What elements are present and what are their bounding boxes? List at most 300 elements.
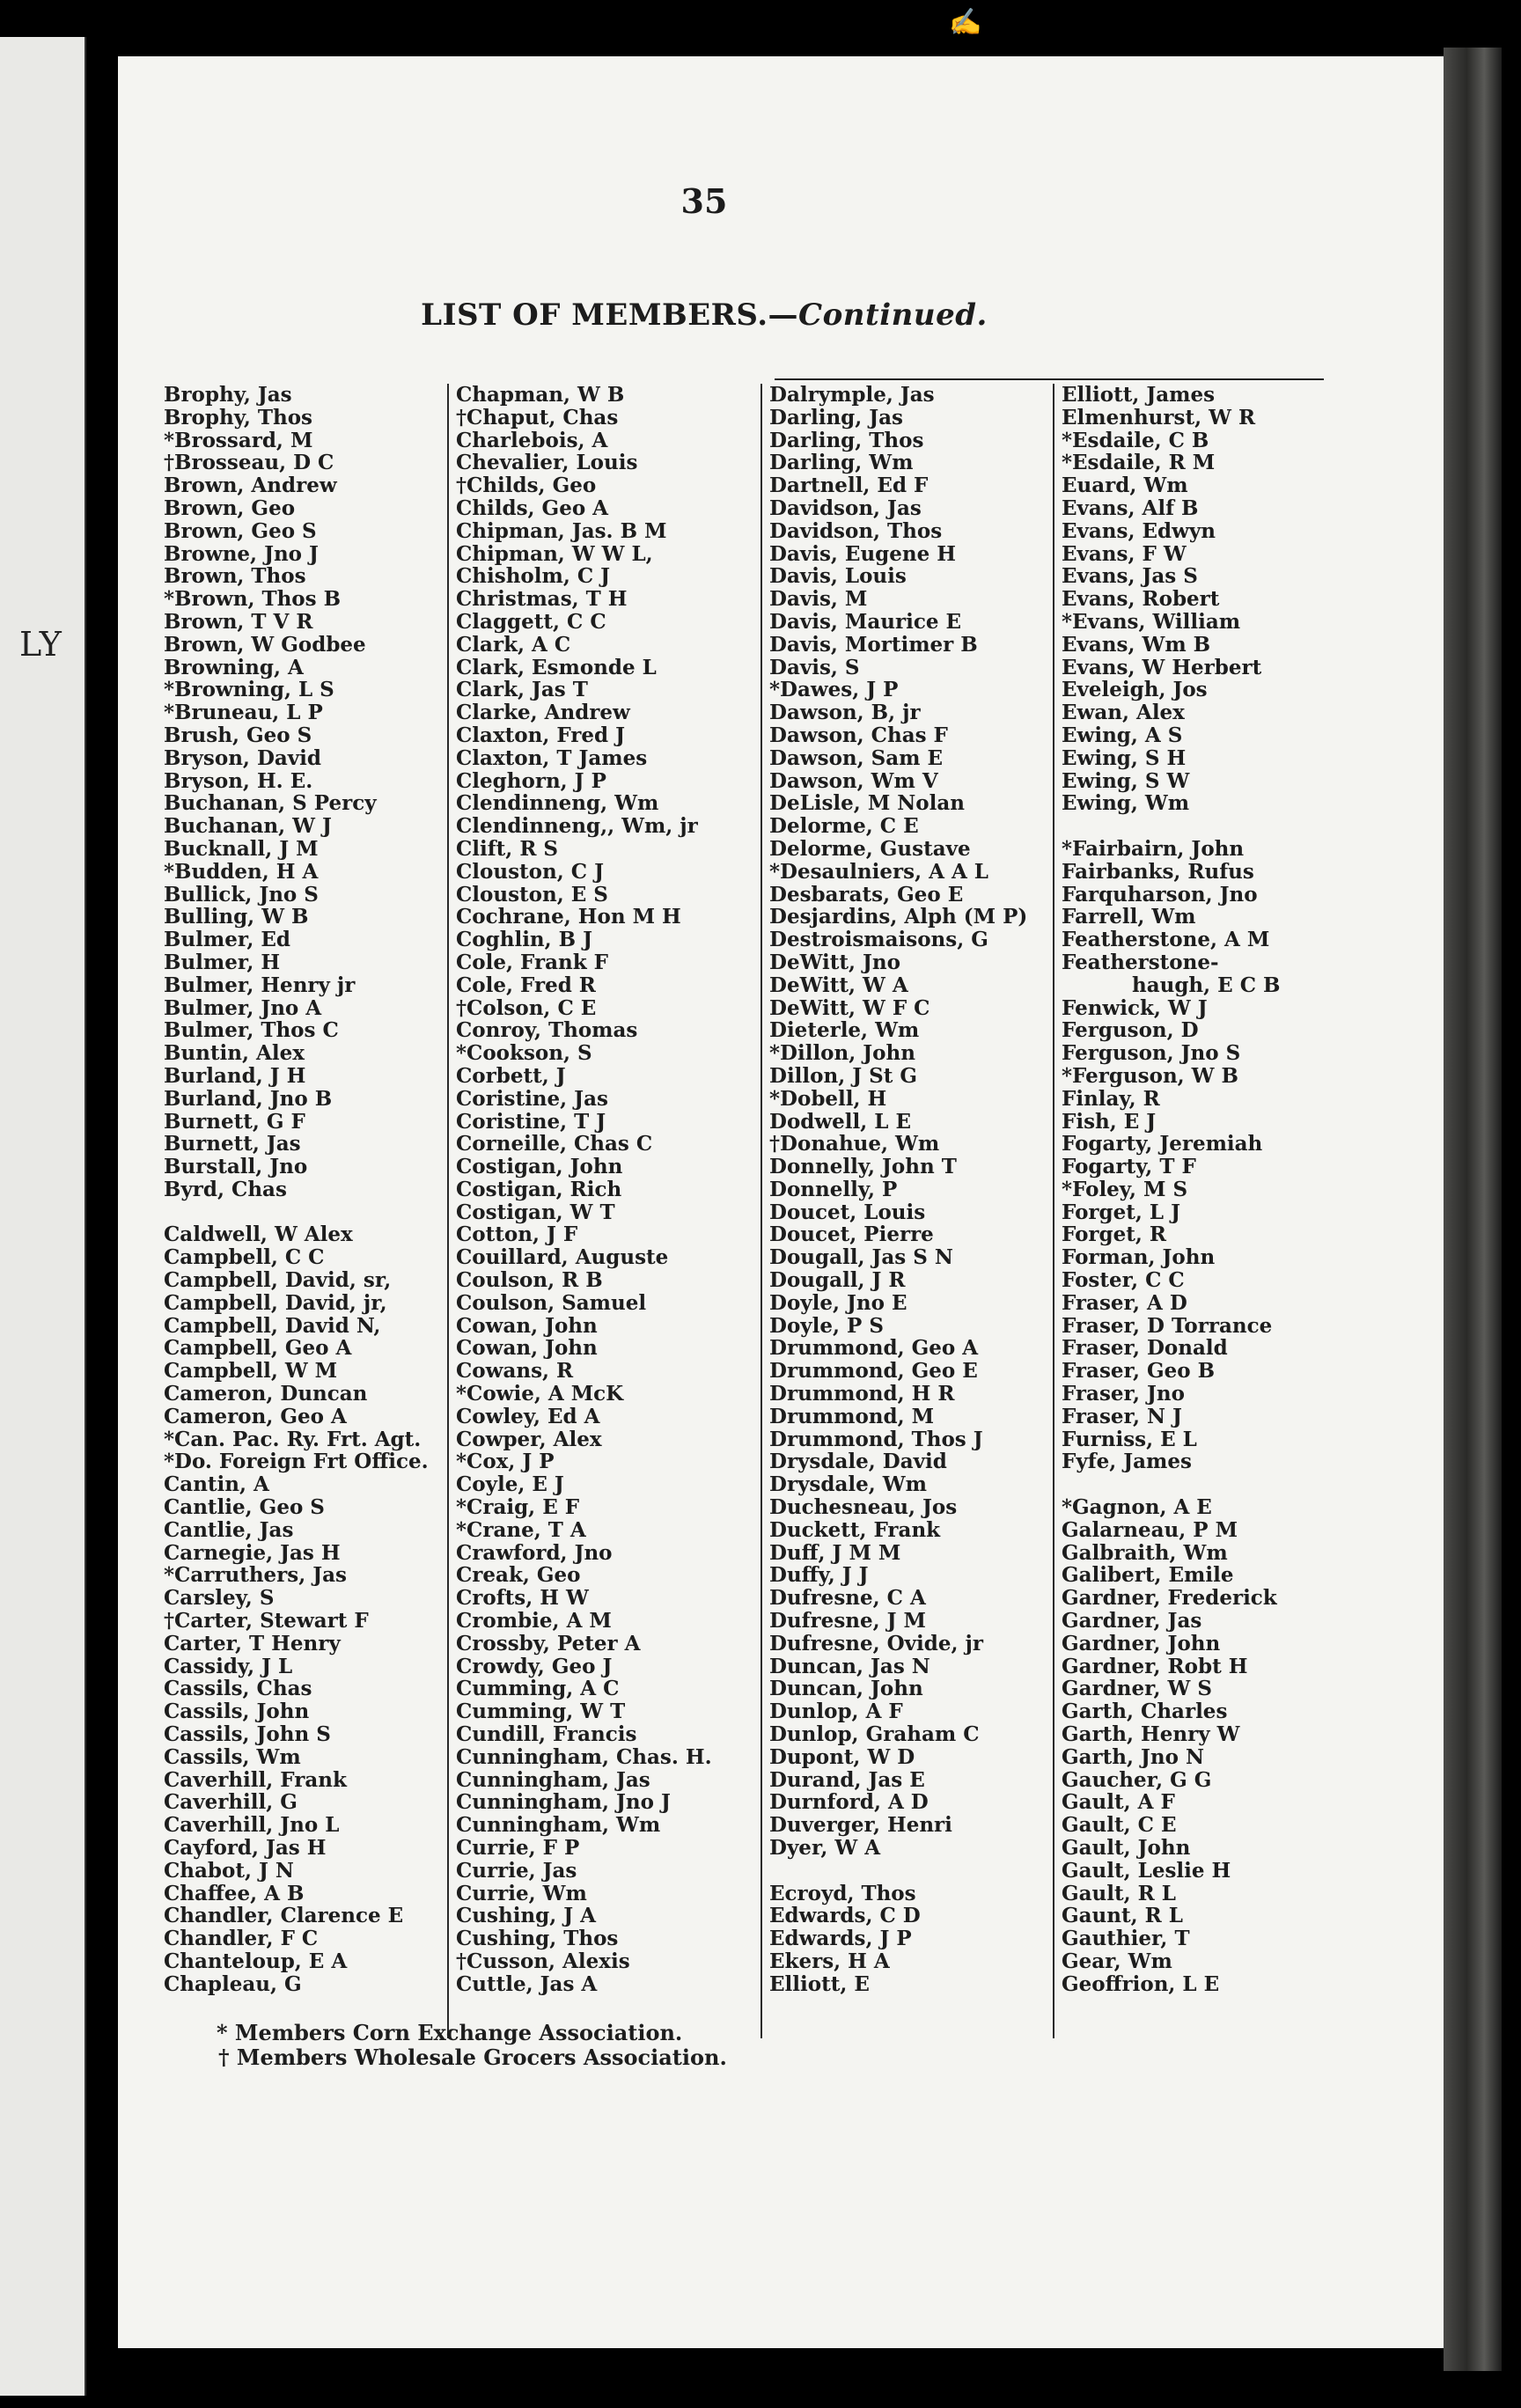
member-entry: Claggett, C C: [456, 609, 606, 634]
member-entry: Clouston, E S: [456, 882, 608, 907]
member-entry: Gardner, W S: [1062, 1677, 1213, 1701]
heading-rule: [775, 378, 1324, 380]
member-entry: Burnett, Jas: [164, 1132, 301, 1156]
member-entry: Dawson, B, jr: [769, 701, 921, 725]
member-entry: †Cusson, Alexis: [456, 1949, 630, 1973]
member-entry: Ewing, A S: [1062, 723, 1183, 747]
member-entry: Darling, Jas: [769, 405, 903, 429]
member-entry: Conroy, Thomas: [456, 1018, 638, 1043]
member-entry: Chandler, F C: [164, 1927, 319, 1951]
member-entry: Clark, Jas T: [456, 678, 588, 702]
member-entry: Dawson, Wm V: [769, 768, 938, 793]
member-entry: Cowan, John: [456, 1313, 598, 1338]
member-entry: Buchanan, S Percy: [164, 791, 377, 816]
facing-page-edge: [0, 37, 86, 2396]
member-entry: Doyle, P S: [769, 1313, 884, 1338]
member-entry: DeWitt, W A: [769, 973, 908, 997]
member-entry: Christmas, T H: [456, 587, 628, 612]
member-entry: Foster, C C: [1062, 1268, 1185, 1293]
member-entry: Costigan, John: [456, 1155, 623, 1179]
member-entry: Cotton, J F: [456, 1222, 578, 1247]
member-entry: Cowper, Alex: [456, 1427, 602, 1451]
member-entry: Ewing, S H: [1062, 745, 1187, 770]
member-entry: Featherstone-: [1062, 950, 1219, 974]
member-entry: Corneille, Chas C: [456, 1132, 653, 1156]
member-entry: Chisholm, C J: [456, 564, 611, 589]
member-entry: Crombie, A M: [456, 1609, 612, 1633]
member-entry: Farquharson, Jno: [1062, 882, 1258, 907]
member-entry: Fraser, Jno: [1062, 1382, 1185, 1406]
scan-mark-top: ✍: [949, 7, 982, 38]
member-entry: Ferguson, Jno S: [1062, 1041, 1241, 1066]
member-entry: Evans, F W: [1062, 541, 1187, 566]
member-entry: Dufresne, C A: [769, 1586, 926, 1611]
member-entry: *Evans, William: [1062, 609, 1241, 634]
member-entry: Dunlop, A F: [769, 1700, 903, 1724]
member-entry: Cassils, John: [164, 1700, 310, 1724]
member-entry: Darling, Thos: [769, 428, 924, 452]
member-entry: Dawson, Sam E: [769, 745, 944, 770]
member-entry: Burnett, G F: [164, 1109, 305, 1134]
member-entry: Evans, Jas S: [1062, 564, 1198, 589]
member-column-1: [164, 384, 445, 2038]
member-entry: *Budden, H A: [164, 859, 319, 884]
member-entry: Elliott, E: [769, 1971, 870, 1996]
member-entry: Duffy, J J: [769, 1563, 869, 1588]
member-entry: Burland, J H: [164, 1063, 306, 1088]
member-entry: Gault, R L: [1062, 1881, 1176, 1905]
member-entry: Fyfe, James: [1062, 1450, 1192, 1474]
member-entry: Campbell, David N,: [164, 1313, 381, 1338]
member-entry: Elmenhurst, W R: [1062, 405, 1256, 429]
member-entry: Costigan, Rich: [456, 1177, 622, 1201]
member-entry: Galibert, Emile: [1062, 1563, 1234, 1588]
member-entry: Browne, Jno J: [164, 541, 319, 566]
member-entry: Drysdale, David: [769, 1450, 947, 1474]
member-entry: Currie, F P: [456, 1836, 580, 1860]
member-entry: Doucet, Pierre: [769, 1222, 934, 1247]
member-entry: Doucet, Louis: [769, 1200, 926, 1224]
member-entry: Chandler, Clarence E: [164, 1904, 404, 1928]
member-entry: Gault, John: [1062, 1836, 1191, 1860]
member-entry: Fraser, D Torrance: [1062, 1313, 1273, 1338]
member-entry: Evans, Edwyn: [1062, 518, 1216, 543]
member-entry: *Bruneau, L P: [164, 701, 323, 725]
heading-continued: Continued.: [798, 297, 988, 333]
member-entry: Cassils, John S: [164, 1722, 331, 1747]
member-entry: †Carter, Stewart F: [164, 1609, 369, 1633]
member-entry: Brown, Andrew: [164, 474, 337, 498]
member-entry: Ewan, Alex: [1062, 701, 1185, 725]
member-column-3: [760, 384, 1033, 2038]
member-entry: Duchesneau, Jos: [769, 1495, 958, 1520]
member-entry: Chapman, W B: [456, 383, 625, 407]
member-entry: *Dillon, John: [769, 1041, 915, 1066]
member-entry: DeLisle, M Nolan: [769, 791, 966, 816]
member-entry: Dufresne, Ovide, jr: [769, 1631, 983, 1656]
member-entry: Cole, Frank F: [456, 950, 608, 974]
member-entry: *Fairbairn, John: [1062, 836, 1245, 861]
member-column-4: [1053, 384, 1333, 2038]
member-entry: Ewing, Wm: [1062, 791, 1190, 816]
member-entry: Dillon, J St G: [769, 1063, 918, 1088]
member-entry: Delorme, Gustave: [769, 836, 971, 861]
member-entry: Brown, T V R: [164, 609, 313, 634]
member-entry: Cayford, Jas H: [164, 1836, 327, 1860]
member-entry: Burstall, Jno: [164, 1155, 308, 1179]
member-entry: Furniss, E L: [1062, 1427, 1197, 1451]
member-entry: Brown, Geo S: [164, 518, 317, 543]
member-entry: Coulson, R B: [456, 1268, 603, 1293]
member-entry: Forget, R: [1062, 1222, 1166, 1247]
section-gap: [1062, 1473, 1333, 1496]
member-entry: Cantlie, Jas: [164, 1517, 294, 1542]
member-entry: Cameron, Duncan: [164, 1382, 368, 1406]
member-entry: Drummond, Geo A: [769, 1336, 979, 1361]
member-entry: Claxton, T James: [456, 745, 648, 770]
member-entry: DeWitt, Jno: [769, 950, 900, 974]
member-entry: Chabot, J N: [164, 1858, 294, 1883]
member-entry: Cameron, Geo A: [164, 1404, 347, 1428]
facing-page-text-fragment: LY: [19, 625, 62, 664]
member-entry: Dartnell, Ed F: [769, 474, 929, 498]
member-entry: Clendinneng, Wm: [456, 791, 659, 816]
member-entry: †Childs, Geo: [456, 474, 597, 498]
member-entry: Clark, A C: [456, 632, 571, 657]
member-entry: Darling, Wm: [769, 451, 914, 475]
member-entry: Claxton, Fred J: [456, 723, 626, 747]
member-entry: Carnegie, Jas H: [164, 1540, 341, 1565]
member-column-2: [447, 384, 755, 2038]
member-entry: Evans, W Herbert: [1062, 655, 1262, 679]
member-entry: Fairbanks, Rufus: [1062, 859, 1254, 884]
member-entry: Cassidy, J L: [164, 1654, 293, 1678]
member-entry: Ecroyd, Thos: [769, 1881, 916, 1905]
member-entry: Garth, Henry W: [1062, 1722, 1240, 1747]
member-entry: Finlay, R: [1062, 1086, 1160, 1111]
member-entry: Featherstone, A M: [1062, 928, 1270, 952]
member-entry: Gault, A F: [1062, 1790, 1175, 1815]
member-entry: Gauthier, T: [1062, 1927, 1190, 1951]
member-entry: Burland, Jno B: [164, 1086, 333, 1111]
member-entry: Cassils, Wm: [164, 1744, 301, 1769]
member-entry: Dupont, W D: [769, 1744, 915, 1769]
member-entry: Desbarats, Geo E: [769, 882, 964, 907]
member-entry: Chevalier, Louis: [456, 451, 638, 475]
member-entry: Cantin, A: [164, 1472, 269, 1497]
member-entry: Dyer, W A: [769, 1836, 881, 1860]
member-entry: Brown, W Godbee: [164, 632, 366, 657]
member-entry: *Cox, J P: [456, 1450, 555, 1474]
member-entry: Currie, Wm: [456, 1881, 587, 1905]
member-entry: Durand, Jas E: [769, 1767, 925, 1792]
member-entry: Fraser, N J: [1062, 1404, 1182, 1428]
member-entry: Cassils, Chas: [164, 1677, 312, 1701]
member-entry: Campbell, David, sr,: [164, 1268, 392, 1293]
member-entry: Chipman, W W L,: [456, 541, 653, 566]
member-entry: Duverger, Henri: [769, 1813, 952, 1838]
member-entry: Fogarty, Jeremiah: [1062, 1132, 1263, 1156]
member-entry: Drummond, M: [769, 1404, 935, 1428]
member-entry: Childs, Geo A: [456, 496, 609, 520]
member-entry: haugh, E C B: [1132, 973, 1281, 997]
member-entry: Cushing, J A: [456, 1904, 596, 1928]
member-entry: Ekers, H A: [769, 1949, 890, 1973]
member-entry: Destroismaisons, G: [769, 928, 988, 952]
member-entry: *Gagnon, A E: [1062, 1495, 1212, 1520]
member-entry: Dufresne, J M: [769, 1609, 926, 1633]
member-entry: Bulmer, Ed: [164, 928, 290, 952]
member-entry: Evans, Robert: [1062, 587, 1220, 612]
footnotes: [217, 2021, 833, 2070]
member-entry: Forman, John: [1062, 1245, 1216, 1270]
member-entry: Carsley, S: [164, 1586, 275, 1611]
member-entry: Dawson, Chas F: [769, 723, 948, 747]
member-entry: Forget, L J: [1062, 1200, 1180, 1224]
member-entry: Brush, Geo S: [164, 723, 312, 747]
member-entry: Gardner, Frederick: [1062, 1586, 1277, 1611]
member-entry: †Donahue, Wm: [769, 1132, 940, 1156]
member-entry: †Chaput, Chas: [456, 405, 619, 429]
member-entry: Drummond, Thos J: [769, 1427, 983, 1451]
member-entry: *Can. Pac. Ry. Frt. Agt.: [164, 1427, 422, 1451]
member-entry: Evans, Alf B: [1062, 496, 1199, 520]
member-entry: Duncan, Jas N: [769, 1654, 930, 1678]
member-entry: Gaucher, G G: [1062, 1767, 1212, 1792]
member-entry: Bryson, H. E.: [164, 768, 313, 793]
member-entry: *Brown, Thos B: [164, 587, 342, 612]
member-entry: Crofts, H W: [456, 1586, 589, 1611]
member-entry: Coristine, Jas: [456, 1086, 608, 1111]
member-entry: Garth, Jno N: [1062, 1744, 1204, 1769]
member-entry: Gault, Leslie H: [1062, 1858, 1231, 1883]
member-entry: Cantlie, Geo S: [164, 1495, 325, 1520]
member-entry: †Brosseau, D C: [164, 451, 334, 475]
member-entry: Drummond, H R: [769, 1382, 955, 1406]
member-entry: Coristine, T J: [456, 1109, 606, 1134]
member-entry: Ferguson, D: [1062, 1018, 1199, 1043]
member-entry: Duncan, John: [769, 1677, 923, 1701]
member-entry: Byrd, Chas: [164, 1177, 287, 1201]
member-entry: Caverhill, Jno L: [164, 1813, 340, 1838]
member-entry: Drummond, Geo E: [769, 1359, 978, 1384]
member-entry: Davis, Mortimer B: [769, 632, 978, 657]
member-entry: Bulmer, Jno A: [164, 995, 322, 1020]
member-entry: Fogarty, T F: [1062, 1155, 1196, 1179]
member-entry: Coulson, Samuel: [456, 1290, 647, 1315]
member-entry: Farrell, Wm: [1062, 905, 1196, 929]
member-entry: *Foley, M S: [1062, 1177, 1188, 1201]
member-entry: Chanteloup, E A: [164, 1949, 348, 1973]
member-entry: Brown, Thos: [164, 564, 306, 589]
member-entry: Cunningham, Wm: [456, 1813, 661, 1838]
member-entry: *Desaulniers, A A L: [769, 859, 988, 884]
member-entry: Bulmer, Henry jr: [164, 973, 356, 997]
member-entry: Davidson, Thos: [769, 518, 943, 543]
member-entry: Crossby, Peter A: [456, 1631, 641, 1656]
member-entry: Davis, Louis: [769, 564, 907, 589]
member-entry: Edwards, C D: [769, 1904, 921, 1928]
member-entry: Bulmer, Thos C: [164, 1018, 339, 1043]
member-entry: Edwards, J P: [769, 1927, 912, 1951]
member-entry: Clarke, Andrew: [456, 701, 630, 725]
member-entry: Buchanan, W J: [164, 814, 332, 839]
member-entry: Caverhill, G: [164, 1790, 298, 1815]
member-entry: Desjardins, Alph (M P): [769, 905, 1028, 929]
member-entry: *Cookson, S: [456, 1041, 592, 1066]
member-entry: Ewing, S W: [1062, 768, 1190, 793]
member-entry: Gardner, Robt H: [1062, 1654, 1248, 1678]
member-entry: Costigan, W T: [456, 1200, 615, 1224]
member-entry: Campbell, C C: [164, 1245, 325, 1270]
member-entry: Cumming, W T: [456, 1700, 626, 1724]
member-entry: *Do. Foreign Frt Office.: [164, 1450, 429, 1474]
member-entry: Coyle, E J: [456, 1472, 564, 1497]
member-entry: Coghlin, B J: [456, 928, 592, 952]
member-entry: *Crane, T A: [456, 1517, 586, 1542]
member-entry: Galarneau, P M: [1062, 1517, 1238, 1542]
member-entry: Campbell, Geo A: [164, 1336, 352, 1361]
member-entry: Gear, Wm: [1062, 1949, 1172, 1973]
member-entry: Davis, Eugene H: [769, 541, 956, 566]
member-entry: Euard, Wm: [1062, 474, 1188, 498]
member-entry: Couillard, Auguste: [456, 1245, 669, 1270]
member-entry: Cundill, Francis: [456, 1722, 637, 1747]
member-entry: Dunlop, Graham C: [769, 1722, 980, 1747]
member-entry: Geoffrion, L E: [1062, 1971, 1220, 1996]
member-entry: Chapleau, G: [164, 1971, 302, 1996]
member-entry: DeWitt, W F C: [769, 995, 930, 1020]
member-entry: Cowans, R: [456, 1359, 574, 1384]
member-entry: Fish, E J: [1062, 1109, 1157, 1134]
member-entry: *Browning, L S: [164, 678, 334, 702]
member-entry: Eveleigh, Jos: [1062, 678, 1208, 702]
heading-title: LIST OF MEMBERS.—: [421, 297, 799, 333]
member-entry: Chipman, Jas. B M: [456, 518, 667, 543]
member-entry: Clendinneng,, Wm, jr: [456, 814, 698, 839]
member-entry: Duff, J M M: [769, 1540, 901, 1565]
page-number: 35: [680, 181, 728, 221]
member-entry: Charlebois, A: [456, 428, 608, 452]
member-entry: Elliott, James: [1062, 383, 1216, 407]
member-entry: Dougall, J R: [769, 1268, 906, 1293]
member-entry: Browning, A: [164, 655, 304, 679]
member-entry: *Brossard, M: [164, 428, 313, 452]
member-entry: Davis, M: [769, 587, 868, 612]
member-entry: Campbell, David, jr,: [164, 1290, 387, 1315]
member-entry: Garth, Charles: [1062, 1700, 1228, 1724]
member-entry: Buntin, Alex: [164, 1041, 305, 1066]
member-entry: Drysdale, Wm: [769, 1472, 927, 1497]
member-entry: Cunningham, Jno J: [456, 1790, 671, 1815]
member-entry: Caldwell, W Alex: [164, 1222, 353, 1247]
member-entry: Durnford, A D: [769, 1790, 929, 1815]
member-entry: *Dobell, H: [769, 1086, 887, 1111]
section-gap: [1062, 815, 1333, 838]
member-entry: Corbett, J: [456, 1063, 566, 1088]
member-entry: Delorme, C E: [769, 814, 919, 839]
member-entry: Donnelly, P: [769, 1177, 898, 1201]
member-entry: Cochrane, Hon M H: [456, 905, 681, 929]
member-entry: *Carruthers, Jas: [164, 1563, 347, 1588]
member-entry: Cuttle, Jas A: [456, 1971, 598, 1996]
member-entry: Davis, Maurice E: [769, 609, 962, 634]
member-entry: Gardner, John: [1062, 1631, 1221, 1656]
member-entry: Cowan, John: [456, 1336, 598, 1361]
member-entry: Crawford, Jno: [456, 1540, 613, 1565]
footnote-wholesale-grocers: † Members Wholesale Grocers Association.: [218, 2045, 727, 2070]
member-entry: Currie, Jas: [456, 1858, 577, 1883]
member-entry: Brown, Geo: [164, 496, 296, 520]
section-gap: [769, 1860, 1033, 1883]
member-entry: Caverhill, Frank: [164, 1767, 347, 1792]
member-entry: Donnelly, John T: [769, 1155, 957, 1179]
member-entry: Bulmer, H: [164, 950, 281, 974]
member-entry: Fraser, Geo B: [1062, 1359, 1216, 1384]
member-entry: Galbraith, Wm: [1062, 1540, 1228, 1565]
member-entry: Cowley, Ed A: [456, 1404, 600, 1428]
member-entry: Clark, Esmonde L: [456, 655, 657, 679]
book-spine: [1444, 48, 1502, 2371]
member-entry: Brophy, Thos: [164, 405, 313, 429]
page-heading: [264, 297, 1144, 333]
member-entry: Cunningham, Chas. H.: [456, 1744, 712, 1769]
member-entry: Cole, Fred R: [456, 973, 596, 997]
member-entry: Davidson, Jas: [769, 496, 922, 520]
member-entry: Fraser, Donald: [1062, 1336, 1228, 1361]
member-entry: Cushing, Thos: [456, 1927, 619, 1951]
section-gap: [164, 1201, 445, 1224]
member-entry: *Craig, E F: [456, 1495, 580, 1520]
member-entry: *Esdaile, C B: [1062, 428, 1209, 452]
member-entry: Duckett, Frank: [769, 1517, 941, 1542]
member-entry: Cumming, A C: [456, 1677, 620, 1701]
member-entry: Evans, Wm B: [1062, 632, 1211, 657]
footnote-corn-exchange: * Members Corn Exchange Association.: [217, 2020, 683, 2045]
member-entry: Davis, S: [769, 655, 860, 679]
member-entry: Doyle, Jno E: [769, 1290, 907, 1315]
member-entry: Bucknall, J M: [164, 836, 319, 861]
member-entry: Bulling, W B: [164, 905, 309, 929]
member-entry: *Cowie, A McK: [456, 1382, 624, 1406]
member-entry: Cunningham, Jas: [456, 1767, 650, 1792]
member-entry: Fraser, A D: [1062, 1290, 1187, 1315]
member-entry: †Colson, C E: [456, 995, 597, 1020]
member-entry: Creak, Geo: [456, 1563, 581, 1588]
member-entry: Gaunt, R L: [1062, 1904, 1183, 1928]
member-entry: Bullick, Jno S: [164, 882, 319, 907]
member-entry: Campbell, W M: [164, 1359, 338, 1384]
member-entry: Dieterle, Wm: [769, 1018, 920, 1043]
member-entry: Bryson, David: [164, 745, 321, 770]
member-entry: Chaffee, A B: [164, 1881, 305, 1905]
member-entry: Fenwick, W J: [1062, 995, 1208, 1020]
member-entry: Clouston, C J: [456, 859, 604, 884]
member-entry: *Ferguson, W B: [1062, 1063, 1238, 1088]
member-entry: Dougall, Jas S N: [769, 1245, 953, 1270]
member-entry: Cleghorn, J P: [456, 768, 606, 793]
member-entry: Clift, R S: [456, 836, 559, 861]
member-entry: Crowdy, Geo J: [456, 1654, 613, 1678]
member-entry: Dalrymple, Jas: [769, 383, 935, 407]
member-entry: Dodwell, L E: [769, 1109, 911, 1134]
member-entry: *Dawes, J P: [769, 678, 899, 702]
member-entry: Carter, T Henry: [164, 1631, 341, 1656]
member-entry: Gault, C E: [1062, 1813, 1177, 1838]
member-entry: *Esdaile, R M: [1062, 451, 1216, 475]
member-entry: Brophy, Jas: [164, 383, 292, 407]
member-entry: Gardner, Jas: [1062, 1609, 1202, 1633]
